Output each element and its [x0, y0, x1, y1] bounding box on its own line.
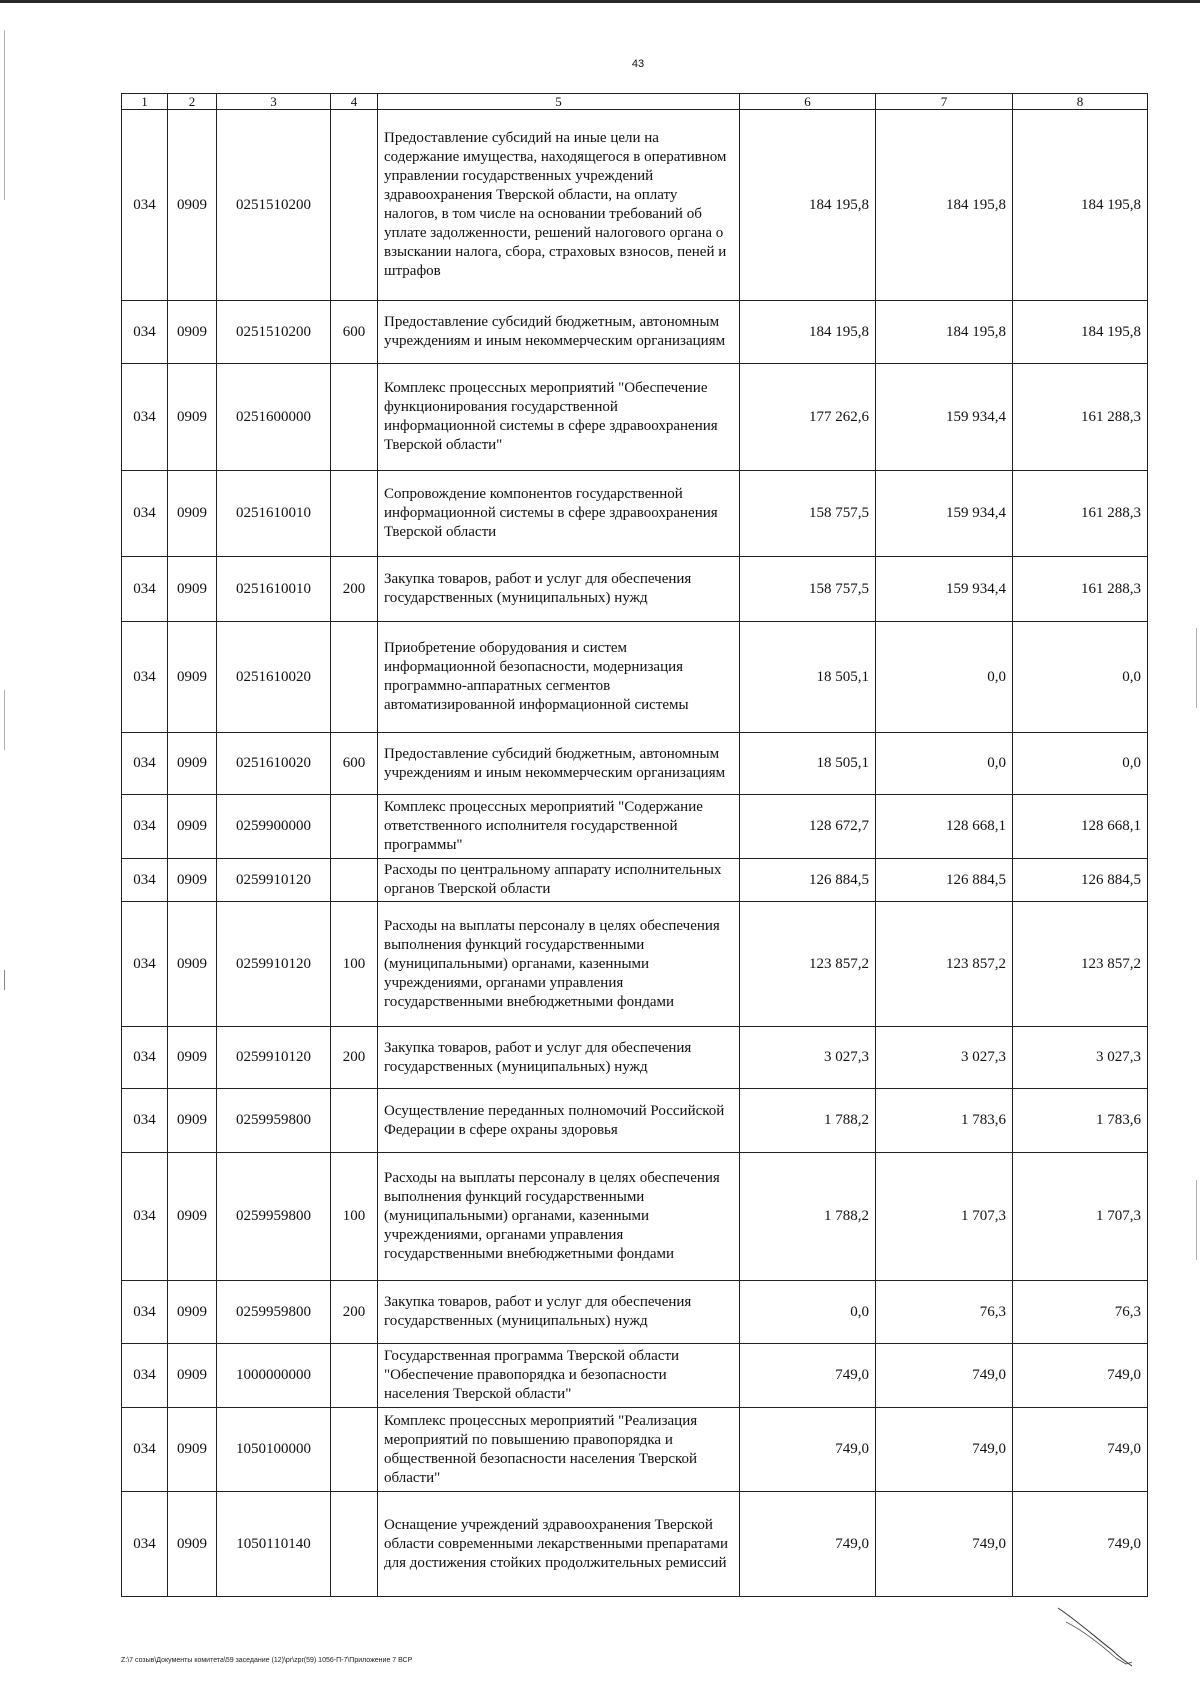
table-row	[122, 471, 1148, 557]
table-row	[122, 364, 1148, 471]
table-row	[122, 557, 1148, 622]
cell-section-code: 0909	[168, 1153, 217, 1281]
cell-value-col8: 126 884,5	[1013, 859, 1148, 902]
cell-section-code: 0909	[168, 733, 217, 795]
cell-admin-code: 034	[122, 557, 168, 622]
cell-target-code: 0259959800	[217, 1281, 331, 1344]
cell-section-code: 0909	[168, 364, 217, 471]
cell-value-col6: 3 027,3	[740, 1027, 876, 1089]
cell-value-col8: 1 783,6	[1013, 1089, 1148, 1153]
cell-name: Оснащение учреждений здравоохранения Тверской области современными лекарственными препаратами для достижения стойких продолжительных ремиссий	[378, 1492, 740, 1597]
cell-expense-type	[331, 110, 378, 301]
column-header: 7	[876, 94, 1013, 110]
cell-target-code: 0251610020	[217, 733, 331, 795]
cell-admin-code: 034	[122, 364, 168, 471]
cell-admin-code: 034	[122, 1344, 168, 1408]
cell-expense-type	[331, 1089, 378, 1153]
cell-value-col8: 123 857,2	[1013, 902, 1148, 1027]
scan-artifact	[1196, 1180, 1197, 1260]
cell-name: Осуществление переданных полномочий Российской Федерации в сфере охраны здоровья	[378, 1089, 740, 1153]
cell-value-col6: 126 884,5	[740, 859, 876, 902]
cell-name: Расходы на выплаты персоналу в целях обеспечения выполнения функций государственными (муниципальными) органами, казенными учреждениями, органами управления государственными внебюджетными фондами	[378, 1153, 740, 1281]
scan-artifact	[4, 30, 5, 200]
cell-name: Расходы по центральному аппарату исполнительных органов Тверской области	[378, 859, 740, 902]
cell-target-code: 1050100000	[217, 1408, 331, 1492]
cell-admin-code: 034	[122, 902, 168, 1027]
cell-value-col6: 0,0	[740, 1281, 876, 1344]
cell-value-col7: 1 707,3	[876, 1153, 1013, 1281]
table-row	[122, 1281, 1148, 1344]
cell-expense-type: 200	[331, 1027, 378, 1089]
cell-name: Закупка товаров, работ и услуг для обеспечения государственных (муниципальных) нужд	[378, 1027, 740, 1089]
cell-section-code: 0909	[168, 110, 217, 301]
table-row	[122, 1027, 1148, 1089]
table-row	[122, 733, 1148, 795]
cell-expense-type	[331, 471, 378, 557]
cell-value-col7: 3 027,3	[876, 1027, 1013, 1089]
cell-value-col7: 0,0	[876, 733, 1013, 795]
signature-mark	[1056, 1600, 1136, 1680]
cell-value-col8: 1 707,3	[1013, 1153, 1148, 1281]
scan-artifact	[4, 690, 5, 750]
table-row	[122, 1492, 1148, 1597]
cell-section-code: 0909	[168, 795, 217, 859]
cell-value-col7: 749,0	[876, 1344, 1013, 1408]
cell-name: Предоставление субсидий бюджетным, автономным учреждениям и иным некоммерческим организациям	[378, 733, 740, 795]
cell-value-col8: 3 027,3	[1013, 1027, 1148, 1089]
cell-name: Комплекс процессных мероприятий "Содержание ответственного исполнителя государственной программы"	[378, 795, 740, 859]
cell-name: Комплекс процессных мероприятий "Реализация мероприятий по повышению правопорядка и общественной безопасности населения Тверской области"	[378, 1408, 740, 1492]
cell-admin-code: 034	[122, 1089, 168, 1153]
cell-value-col6: 158 757,5	[740, 557, 876, 622]
cell-name: Предоставление субсидий на иные цели на содержание имущества, находящегося в оперативном управлении государственных учреждений здравоохранения Тверской области, на оплату налогов, в том числе на основании требований об уплате задолженности, решений налогового органа о взыскании налога, сбора, страховых взносов, пеней и штрафов	[378, 110, 740, 301]
cell-expense-type: 600	[331, 733, 378, 795]
cell-value-col6: 749,0	[740, 1408, 876, 1492]
cell-value-col6: 177 262,6	[740, 364, 876, 471]
cell-value-col7: 76,3	[876, 1281, 1013, 1344]
cell-expense-type: 200	[331, 1281, 378, 1344]
table-row	[122, 795, 1148, 859]
column-header: 5	[378, 94, 740, 110]
cell-name: Предоставление субсидий бюджетным, автономным учреждениям и иным некоммерческим организациям	[378, 301, 740, 364]
cell-value-col7: 128 668,1	[876, 795, 1013, 859]
cell-section-code: 0909	[168, 301, 217, 364]
cell-section-code: 0909	[168, 1281, 217, 1344]
cell-value-col7: 159 934,4	[876, 557, 1013, 622]
cell-expense-type	[331, 622, 378, 733]
cell-value-col8: 184 195,8	[1013, 301, 1148, 364]
cell-expense-type: 100	[331, 902, 378, 1027]
cell-target-code: 0259910120	[217, 859, 331, 902]
column-header: 3	[217, 94, 331, 110]
cell-value-col8: 76,3	[1013, 1281, 1148, 1344]
cell-value-col6: 128 672,7	[740, 795, 876, 859]
cell-admin-code: 034	[122, 471, 168, 557]
cell-value-col6: 749,0	[740, 1344, 876, 1408]
scan-artifact	[4, 970, 5, 990]
table-row	[122, 301, 1148, 364]
cell-target-code: 0259959800	[217, 1153, 331, 1281]
cell-expense-type	[331, 1408, 378, 1492]
table-row	[122, 1153, 1148, 1281]
cell-expense-type: 600	[331, 301, 378, 364]
table-row	[122, 902, 1148, 1027]
cell-target-code: 0251610020	[217, 622, 331, 733]
table-row	[122, 859, 1148, 902]
cell-target-code: 0259900000	[217, 795, 331, 859]
table-row	[122, 1408, 1148, 1492]
cell-section-code: 0909	[168, 622, 217, 733]
column-header: 6	[740, 94, 876, 110]
cell-admin-code: 034	[122, 1281, 168, 1344]
cell-name: Приобретение оборудования и систем информационной безопасности, модернизация программно-аппаратных сегментов автоматизированной информационной системы	[378, 622, 740, 733]
cell-section-code: 0909	[168, 902, 217, 1027]
cell-expense-type	[331, 364, 378, 471]
cell-target-code: 0259910120	[217, 1027, 331, 1089]
cell-section-code: 0909	[168, 1408, 217, 1492]
cell-name: Государственная программа Тверской области "Обеспечение правопорядка и безопасности населения Тверской области"	[378, 1344, 740, 1408]
table-row	[122, 110, 1148, 301]
scan-artifact	[1196, 628, 1197, 708]
cell-name: Закупка товаров, работ и услуг для обеспечения государственных (муниципальных) нужд	[378, 557, 740, 622]
cell-target-code: 0251600000	[217, 364, 331, 471]
cell-value-col6: 18 505,1	[740, 622, 876, 733]
scan-edge	[0, 0, 1200, 3]
cell-value-col7: 184 195,8	[876, 110, 1013, 301]
cell-admin-code: 034	[122, 622, 168, 733]
cell-section-code: 0909	[168, 1089, 217, 1153]
cell-target-code: 1000000000	[217, 1344, 331, 1408]
cell-value-col8: 749,0	[1013, 1492, 1148, 1597]
cell-target-code: 0251610010	[217, 557, 331, 622]
cell-value-col8: 0,0	[1013, 733, 1148, 795]
cell-value-col6: 158 757,5	[740, 471, 876, 557]
cell-value-col6: 1 788,2	[740, 1089, 876, 1153]
cell-value-col8: 749,0	[1013, 1408, 1148, 1492]
cell-expense-type	[331, 1492, 378, 1597]
cell-value-col6: 184 195,8	[740, 301, 876, 364]
cell-admin-code: 034	[122, 795, 168, 859]
cell-target-code: 0259910120	[217, 902, 331, 1027]
budget-table	[121, 93, 1148, 1597]
cell-section-code: 0909	[168, 1027, 217, 1089]
cell-admin-code: 034	[122, 1492, 168, 1597]
cell-value-col8: 0,0	[1013, 622, 1148, 733]
cell-value-col6: 123 857,2	[740, 902, 876, 1027]
cell-value-col8: 184 195,8	[1013, 110, 1148, 301]
cell-value-col7: 126 884,5	[876, 859, 1013, 902]
cell-expense-type: 100	[331, 1153, 378, 1281]
column-header: 2	[168, 94, 217, 110]
cell-admin-code: 034	[122, 301, 168, 364]
cell-section-code: 0909	[168, 859, 217, 902]
cell-name: Расходы на выплаты персоналу в целях обеспечения выполнения функций государственными (муниципальными) органами, казенными учреждениями, органами управления государственными внебюджетными фондами	[378, 902, 740, 1027]
cell-value-col7: 184 195,8	[876, 301, 1013, 364]
cell-expense-type	[331, 1344, 378, 1408]
cell-admin-code: 034	[122, 1027, 168, 1089]
cell-name: Закупка товаров, работ и услуг для обеспечения государственных (муниципальных) нужд	[378, 1281, 740, 1344]
column-header: 1	[122, 94, 168, 110]
cell-value-col8: 749,0	[1013, 1344, 1148, 1408]
cell-target-code: 1050110140	[217, 1492, 331, 1597]
cell-name: Комплекс процессных мероприятий "Обеспечение функционирования государственной информационной системы в сфере здравоохранения Тверской области"	[378, 364, 740, 471]
cell-section-code: 0909	[168, 1492, 217, 1597]
cell-target-code: 0251610010	[217, 471, 331, 557]
cell-expense-type	[331, 795, 378, 859]
page-number: 43	[631, 58, 645, 70]
table-row	[122, 622, 1148, 733]
cell-value-col6: 749,0	[740, 1492, 876, 1597]
cell-value-col6: 1 788,2	[740, 1153, 876, 1281]
cell-value-col8: 161 288,3	[1013, 364, 1148, 471]
cell-admin-code: 034	[122, 859, 168, 902]
cell-value-col7: 1 783,6	[876, 1089, 1013, 1153]
cell-section-code: 0909	[168, 1344, 217, 1408]
cell-value-col7: 749,0	[876, 1492, 1013, 1597]
column-header: 8	[1013, 94, 1148, 110]
cell-value-col6: 18 505,1	[740, 733, 876, 795]
cell-target-code: 0251510200	[217, 110, 331, 301]
cell-name: Сопровождение компонентов государственной информационной системы в сфере здравоохранения Тверской области	[378, 471, 740, 557]
cell-admin-code: 034	[122, 733, 168, 795]
cell-section-code: 0909	[168, 557, 217, 622]
cell-value-col7: 0,0	[876, 622, 1013, 733]
cell-admin-code: 034	[122, 110, 168, 301]
cell-value-col7: 749,0	[876, 1408, 1013, 1492]
cell-value-col6: 184 195,8	[740, 110, 876, 301]
column-header: 4	[331, 94, 378, 110]
cell-value-col7: 159 934,4	[876, 364, 1013, 471]
cell-section-code: 0909	[168, 471, 217, 557]
table-row	[122, 1344, 1148, 1408]
cell-expense-type	[331, 859, 378, 902]
cell-value-col8: 161 288,3	[1013, 471, 1148, 557]
cell-value-col8: 161 288,3	[1013, 557, 1148, 622]
cell-value-col7: 159 934,4	[876, 471, 1013, 557]
table-row	[122, 1089, 1148, 1153]
header-row	[122, 94, 1148, 110]
footer-file-path: Z:\7 созыв\Документы комитета\59 заседание (12)\pr\zpr(59) 1056-П-7\Приложение 7 ВСР	[121, 1657, 413, 1664]
cell-target-code: 0259959800	[217, 1089, 331, 1153]
cell-admin-code: 034	[122, 1153, 168, 1281]
cell-value-col7: 123 857,2	[876, 902, 1013, 1027]
cell-value-col8: 128 668,1	[1013, 795, 1148, 859]
cell-expense-type: 200	[331, 557, 378, 622]
cell-target-code: 0251510200	[217, 301, 331, 364]
cell-admin-code: 034	[122, 1408, 168, 1492]
